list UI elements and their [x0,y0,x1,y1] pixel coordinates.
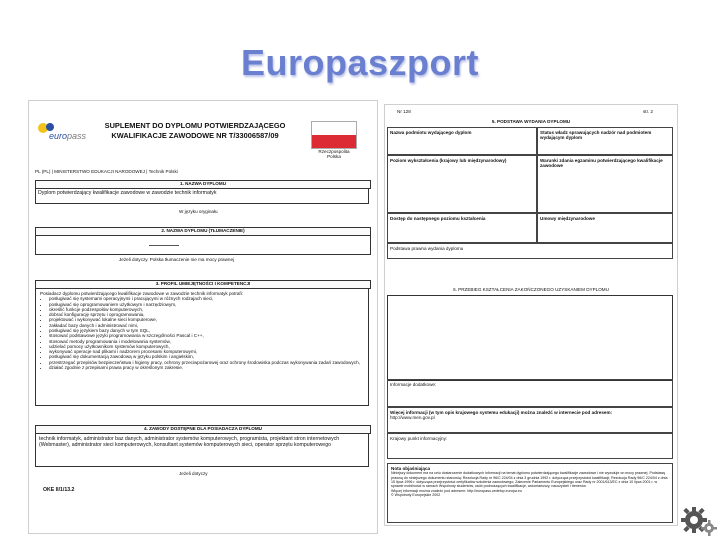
supplement-page-2 [384,104,678,526]
section-1-note: W języku oryginału [179,209,218,214]
gear-icon [678,498,718,538]
section-3-header: 3. PROFIL UMIEJĘTNOŚCI I KOMPETENCJI [35,280,371,289]
skill-item: • stosować podstawowe języki programowania w szczególności Pascal i C++, [49,333,364,338]
flag-caption-1: Rzeczpospolita [318,149,350,154]
skill-item: • dobrać konfigurację sprzętu i oprogramowania, [49,312,364,317]
legal-basis-cell: Podstawa prawna wydania dyplomu [387,243,673,259]
additional-info-label: Informacje dodatkowe: [390,382,437,387]
skill-item: • zakładać bazy danych i administrować nimi, [49,323,364,328]
more-info-label: Więcej informacji (w tym opis krajowego systemu edukacji) można znaleźć w internecie pod adresem: [390,410,613,415]
polish-flag [311,121,357,149]
exam-conditions-cell: Warunki zdania egzaminu potwierdzającego kwalifikacje zawodowe [537,155,673,213]
section-4-header: 4. ZAWODY DOSTĘPNE DLA POSIADACZA DYPLOMU [35,425,371,434]
section-3-intro: Posiadacz dyplomu potwierdzającego kwalifikacje zawodowe w zawodzie technik informatyk potrafi: [40,291,243,296]
more-info-url: http://www.men.gov.pl [390,415,435,421]
skill-item: • wykonywać operacje nad plikami i nadzorem procesami komputerowymi, [49,349,364,354]
supervisory-status-cell: Status władz sprawujących nadzór nad podmiotem wydającym dyplom [537,127,673,155]
section-3-box [35,288,369,406]
section-5-header: 5. PODSTAWA WYDANIA DYPLOMU [491,119,571,124]
page-number: str. 2 [643,109,653,114]
section-4-note: Jeżeli dotyczy [179,471,208,476]
skill-item: • przestrzegać przepisów bezpieczeństwa i higieny pracy, ochrony przeciwpożarowej oraz ochrony środowiska podczas wykonywania zadań zawodowych, [49,360,364,365]
issuer-name-cell: Nazwa podmiotu wydającego dyplom [387,127,537,155]
section-4-box [35,433,369,467]
skill-item: • określić funkcje podzespołów komputerowych, [49,307,364,312]
section-2-line [149,245,179,246]
heading-line-1: SUPLEMENT DO DYPLOMU POTWIERDZAJĄCEGO [104,121,286,130]
explanatory-note-cell [387,463,673,523]
skill-item: • posługiwać się językiem bazy danych w tym SQL, [49,328,364,333]
more-info-cell [387,407,673,433]
explanatory-note-link: Więcej informacji można znaleźć pod adresem: http://europass.cedefop.europa.eu [391,488,522,493]
skill-item: • posługiwać się oprogramowaniem użytkowym i narzędziowym, [49,302,364,307]
skill-item: • projektować i wykonywać lokalne sieci komputerowe, [49,317,364,322]
skill-item: • działać zgodnie z przepisami prawa pracy w określonym zakresie. [49,365,364,370]
contact-point-cell [387,433,673,459]
skill-item: • udzielać pomocy użytkownikom systemów komputerowych, [49,344,364,349]
page-label: Nr 128 [397,109,411,114]
flag-caption [311,149,357,160]
section-6-box [387,295,673,381]
skill-item: • posługiwać się systemami operacyjnymi i pracującymi w różnych rodzajach sieci, [49,296,364,301]
europass-logo [37,121,89,147]
section-2-box [35,235,371,255]
section-1-box [35,188,369,204]
education-level-cell: Poziom wykształcenia (krajowy lub międzynarodowy) [387,155,537,213]
logo-text-euro: euro [49,131,68,141]
section-2-header: 2. NAZWA DYPLOMU (TŁUMACZENIE) [35,227,371,236]
section-6-header: 6. PRZEBIEG KSZTAŁCENIA ZAKOŃCZONEGO UZYSKANIEM DYPLOMU [453,287,609,292]
section-4-text: technik informatyk, administrator baz danych, administrator systemów komputerowych, programista, projektant stron internetowych (Webmaster), administrator sieci komputerowych, konsultant systemów komputerowych sieci, operator sprzętu komputerowego [39,436,340,449]
skill-item: • stosować metody programowania i modelowania systemów, [49,339,364,344]
next-level-access-cell: Dostęp do następnego poziomu kształcenia [387,213,537,243]
page-title: Europaszport [240,42,479,83]
copyright: © Wspólnoty Europejskie 2002 [391,492,441,497]
section-2-note: Jeżeli dotyczy. Polska tłumaczenie nie ma mocy prawnej [119,257,235,262]
skill-item: • posługiwać się dokumentacją zawodową w języku polskim i angielskim, [49,354,364,359]
skills-list [40,296,364,370]
international-agreements-cell: Umowy międzynarodowe [537,213,673,243]
explanatory-note-text: Niniejszy dokument ma na celu dostarczenie dodatkowych informacji na temat dyplomu potwierdzającego kwalifikacje zawodowe i nie wywołuje on mocy prawnej. Podstawę prawną do niniejszego dokumentu stanowią: Rezolucja Rady nr 96/C 224/04 z dnia 3 grudnia 1992 r. dotycząca przejrzystości kwalifikacji; Rezolucja Rady 96/C 224/04 z dnia 15 lipca 1996 r. dotycząca przejrzystości certyfikatów szkolenia zawodowego; Zalecenie Parlamentu Europejskiego oraz Rady nr 2001/613/EC z dnia 10 lipca 2001 r. w sprawie mobilności w ramach Wspólnoty studentów, osób podnoszących kwalifikacje, wolontariuszy, nauczycieli i trenerów. [391,471,668,489]
heading-line-2: KWALIFIKACJE ZAWODOWE NR T/33006587/09 [111,130,279,140]
explanatory-note-title: Nota objaśniająca [391,466,431,471]
section-1-header: 1. NAZWA DYPLOMU [35,180,371,189]
logo-text-pass: pass [67,131,87,141]
section-1-text: Dyplom potwierdzający kwalifikacje zawodowe w zawodzie technik informatyk [38,190,217,196]
supplement-page-1 [28,100,378,534]
form-code: OKE II/1/13.2 [43,487,75,493]
flag-caption-2: Polska [327,154,341,160]
contact-point-label: Krajowy punkt informacyjny: [390,436,448,441]
country-line: PL (PL) | MINISTERSTWO EDUKACJI NARODOWEJ | Technik Polski [35,169,178,174]
document-heading [95,121,295,141]
additional-info-cell [387,379,673,407]
